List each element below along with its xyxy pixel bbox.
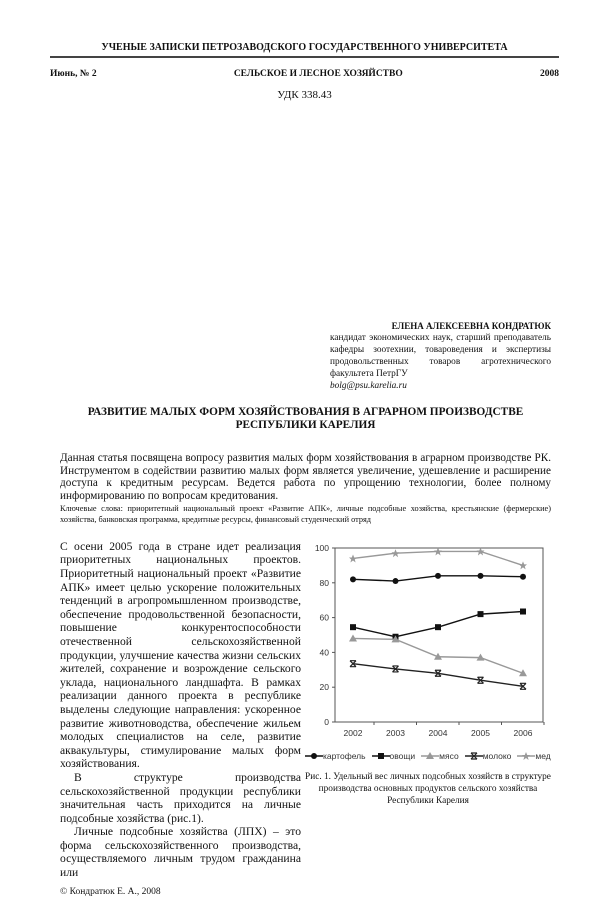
author-affiliation bbox=[330, 332, 551, 392]
legend-label: молоко bbox=[482, 750, 512, 761]
data-point bbox=[393, 578, 399, 584]
series-line-мед bbox=[353, 551, 523, 565]
x-tick-label: 2005 bbox=[471, 727, 490, 738]
y-tick-label: 100 bbox=[314, 542, 329, 553]
article bbox=[60, 321, 551, 899]
paragraph: В структуре производства сельскохозяйственной продукции республики значительная часть приходится на личные подсобные хозяйства (рис.1). bbox=[60, 770, 301, 825]
legend-marker-shape bbox=[378, 753, 384, 759]
year: 2008 bbox=[539, 69, 559, 79]
data-point bbox=[478, 573, 484, 579]
data-point bbox=[349, 554, 357, 562]
body-column bbox=[60, 540, 301, 899]
legend-marker-shape bbox=[311, 753, 317, 759]
data-point bbox=[477, 547, 485, 555]
header-rule bbox=[50, 56, 559, 58]
legend-marker bbox=[372, 751, 390, 761]
y-tick-label: 0 bbox=[324, 716, 329, 727]
journal-title: УЧЕНЫЕ ЗАПИСКИ ПЕТРОЗАВОДСКОГО ГОСУДАРСТВЕННОГО УНИВЕРСИТЕТА bbox=[101, 42, 508, 53]
legend-marker bbox=[465, 751, 483, 761]
y-tick-label: 20 bbox=[319, 682, 329, 693]
data-point bbox=[350, 624, 356, 630]
author-email[interactable]: bolg@psu.karelia.ru bbox=[330, 381, 407, 391]
legend-label: мясо bbox=[439, 750, 459, 761]
legend-marker bbox=[305, 751, 323, 761]
legend-marker bbox=[517, 751, 535, 761]
figure-chart bbox=[305, 540, 551, 744]
section: СЕЛЬСКОЕ И ЛЕСНОЕ ХОЗЯЙСТВО bbox=[233, 69, 403, 79]
y-tick-label: 60 bbox=[319, 612, 329, 623]
paragraph: Личные подсобные хозяйства (ЛПХ) – это форма сельскохозяйственного производства, осуществляемого личным трудом гражданина или bbox=[60, 825, 301, 880]
data-point bbox=[392, 549, 400, 557]
author-name: ЕЛЕНА АЛЕКСЕЕВНА КОНДРАТЮК bbox=[391, 321, 551, 331]
x-tick-label: 2004 bbox=[428, 727, 448, 738]
legend-label: овощи bbox=[389, 750, 416, 761]
legend-label: картофель bbox=[323, 750, 366, 761]
y-tick-label: 80 bbox=[319, 577, 329, 588]
abstract: Данная статья посвящена вопросу развития малых форм хозяйствования в аграрном производстве РК. Инструментом в содействии развитию малых форм является увеличение, удешевление и расширение доступа к кредитным ресурсам. Ведется работа по упрощению технологии, более полному информированию по вопросам кредитования. bbox=[60, 452, 551, 503]
data-point bbox=[435, 573, 441, 579]
data-point bbox=[520, 574, 526, 580]
udk: УДК 338.43 bbox=[277, 89, 332, 101]
series-line-овощи bbox=[353, 611, 523, 636]
legend-item bbox=[517, 751, 550, 761]
keywords: Ключевые слова: приоритетный национальный проект «Развитие АПК», личные подсобные хозяйства, крестьянские (фермерские) хозяйства, банковская программа, кредитные ресурсы, финансовый студенческий отряд bbox=[60, 503, 551, 525]
article-title: РАЗВИТИЕ МАЛЫХ ФОРМ ХОЗЯЙСТВОВАНИЯ В АГРАРНОМ ПРОИЗВОДСТВЕ РЕСПУБЛИКИ КАРЕЛИЯ bbox=[87, 406, 524, 431]
running-header bbox=[50, 69, 559, 79]
data-point bbox=[520, 608, 526, 614]
affiliation-text: кандидат экономических наук, старший преподаватель кафедры зоотехнии, товароведения и экспертизы продовольственных товаров агротехнического факультета ПетрГУ bbox=[330, 333, 551, 379]
two-columns bbox=[60, 540, 551, 899]
series-line-молоко bbox=[353, 664, 523, 687]
legend-marker bbox=[421, 751, 439, 761]
data-point bbox=[350, 576, 356, 582]
figure-caption: Рис. 1. Удельный вес личных подсобных хозяйств в структуре производства основных продуктов сельского хозяйства Республики Карелия bbox=[305, 771, 551, 806]
legend-marker-shape bbox=[522, 752, 530, 760]
issue: Июнь, № 2 bbox=[50, 69, 97, 79]
x-tick-label: 2003 bbox=[386, 727, 405, 738]
x-tick-label: 2006 bbox=[513, 727, 533, 738]
legend-label: мед bbox=[535, 750, 551, 761]
data-point bbox=[478, 611, 484, 617]
legend-item bbox=[421, 751, 459, 761]
y-tick-label: 40 bbox=[319, 647, 329, 658]
x-tick-label: 2002 bbox=[343, 727, 363, 738]
chart-legend bbox=[305, 751, 551, 761]
data-point bbox=[519, 561, 527, 569]
legend-item bbox=[465, 751, 512, 761]
legend-item bbox=[372, 751, 416, 761]
legend-item bbox=[305, 751, 366, 761]
copyright: © Кондратюк Е. А., 2008 bbox=[60, 886, 161, 897]
paragraph: С осени 2005 года в стране идет реализация приоритетных национальных проектов. Приоритетный национальный проект «Развитие АПК» имеет целью ускорение положительных тенденций в агропромышленном производстве, обеспечение продовольственной безопасности, повышение конкурентоспособности отечественной сельскохозяйственной продукции, улучшение качества жизни сельских жителей, сохранение и возрождение сельского уклада, национального ландшафта. В рамках реализации данного проекта в республике выделены следующие направления: ускоренное развитие животноводства, обеспечение жильем молодых специалистов на селе, развитие аквакультуры, стимулирование малых форм хозяйствования. bbox=[60, 539, 301, 771]
data-point bbox=[434, 547, 442, 555]
data-point bbox=[435, 624, 441, 630]
figure bbox=[305, 540, 551, 807]
